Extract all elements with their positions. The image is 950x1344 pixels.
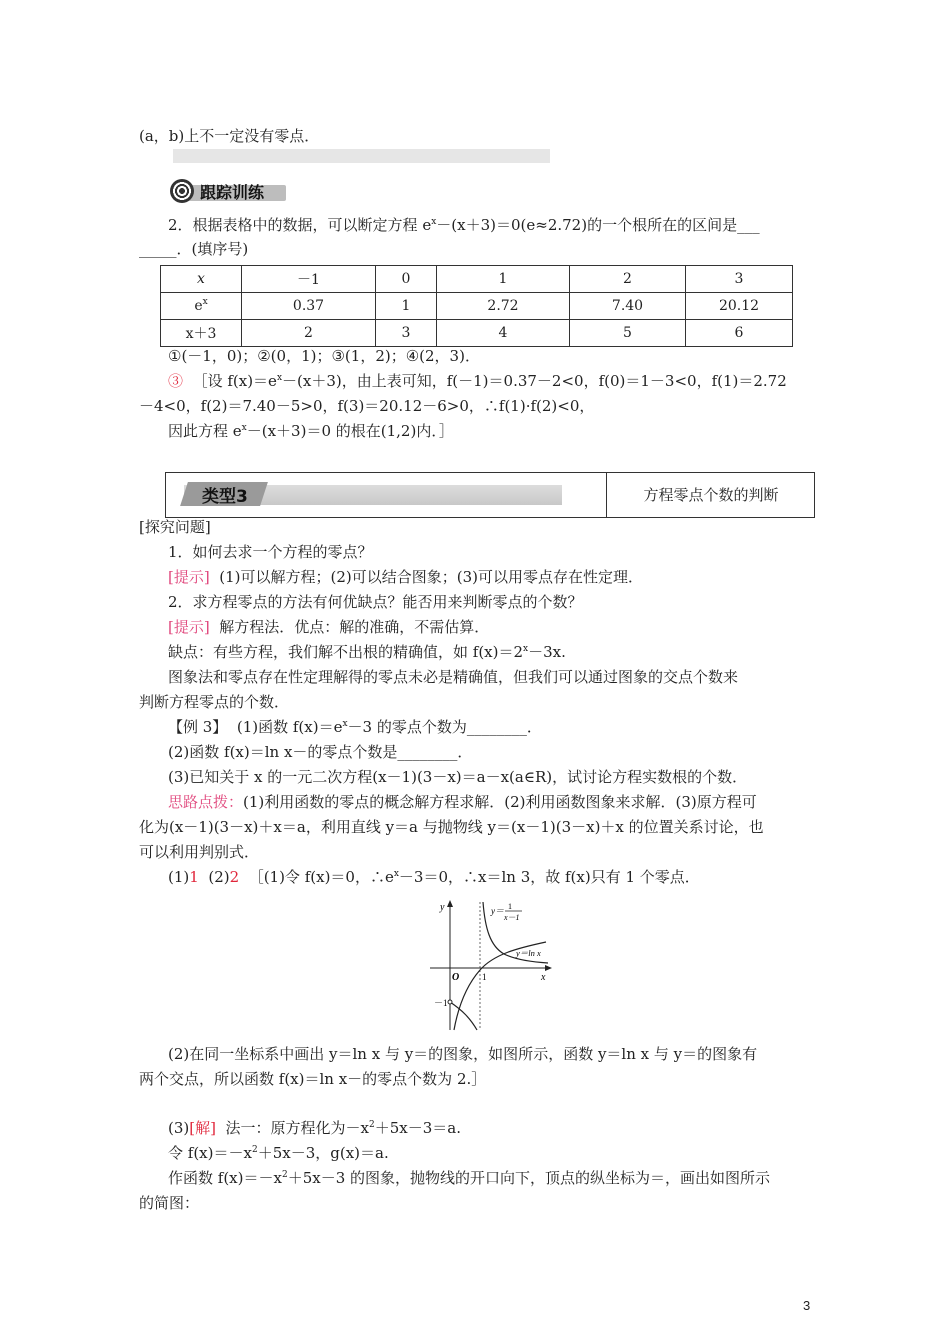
table-cell: 0 xyxy=(376,266,437,293)
text-line: (a，b)上不一定没有零点． xyxy=(139,127,320,145)
question-line: 2．根据表格中的数据，可以断定方程 $e^x-(x+3)=0(e\approx 2.72)$的一个根所在的区间是___ xyxy=(168,216,760,234)
hint-label: [提示] xyxy=(168,618,210,636)
table-row xyxy=(161,320,793,347)
table-cell: 1 xyxy=(376,293,437,320)
text-line: 判断方程零点的个数． xyxy=(139,693,290,711)
idea-line: 化为(x－1)(3－x)＋x＝a，利用直线 y＝a 与抛物线 y＝(x－1)(3－x)＋x 的位置关系讨论，也 xyxy=(139,818,764,836)
type-tag: 类型3 xyxy=(202,487,248,507)
curve1-label: y＝ xyxy=(491,906,504,916)
table-cell: 2 xyxy=(242,320,376,347)
type-header-box xyxy=(165,472,815,518)
method-line: 令 $f(x)=-x^2+5x-3$，g(x)＝a. xyxy=(168,1144,389,1162)
answer-line: ③ ［设 $f(x)=e^x-(x+3)$，由上表可知，f(－1)＝0.37－2<0，f(0)＝1－3<0，f(1)＝2.72 xyxy=(168,372,787,390)
answer-line: 因此方程 $e^x-(x+3)=0$ 的根在(1,2)内．］ xyxy=(168,422,454,440)
text-line: 1．如何去求一个方程的零点？ xyxy=(168,543,373,561)
method-line: 作函数 $f(x)=-x^2+5x-3$ 的图象，抛物线的开口向下，顶点的纵坐标为＝，画出如图所示 xyxy=(168,1169,771,1187)
table-cell: 3 xyxy=(376,320,437,347)
value-table xyxy=(160,265,793,347)
table-cell: 6 xyxy=(686,320,793,347)
text-line: 2．求方程零点的方法有何优缺点？能否用来判断零点的个数？ xyxy=(168,593,583,611)
example-line: (2)函数 f(x)＝ln x－的零点个数是________． xyxy=(168,743,473,761)
curve-reciprocal-left xyxy=(450,1002,477,1030)
target-icon xyxy=(170,179,194,203)
idea-line: 可以利用判别式． xyxy=(139,843,260,861)
curve1-numerator: 1 xyxy=(508,902,512,911)
solution-line: (1)1 (2)2 ［(1)令 f(x)＝0，$\therefore e^x-3=0$，∴x＝ln 3，故 f(x)只有 1 个零点． xyxy=(168,868,700,886)
table-cell: 3 xyxy=(686,266,793,293)
tick-neg-one-label: －1 xyxy=(434,998,448,1008)
table-cell: 1 xyxy=(437,266,570,293)
text-line: 图象法和零点存在性定理解得的零点未必是精确值，但我们可以通过图象的交点个数来 xyxy=(168,668,739,686)
table-cell: 4 xyxy=(437,320,570,347)
origin-label: O xyxy=(452,972,460,983)
method-line: (3)[解] 法一：原方程化为$-x^2+5x-3=a$. xyxy=(168,1119,461,1137)
curve1-denominator: x－1 xyxy=(504,913,520,922)
page-number: 3 xyxy=(803,1298,811,1313)
solution-line: (2)在同一坐标系中画出 y＝ln x 与 y＝的图象，如图所示，函数 y＝ln x 与 y＝的图象有 xyxy=(168,1045,758,1063)
table-row xyxy=(161,293,793,320)
example-line: 【例 3】 (1)函数 $f(x)=e^x-3$ 的零点个数为________． xyxy=(168,718,542,736)
separator-bar xyxy=(173,149,550,163)
type-title: 方程零点个数的判断 xyxy=(606,473,815,517)
table-cell: 2.72 xyxy=(437,293,570,320)
table-cell: 2 xyxy=(570,266,686,293)
hint-label: [提示] xyxy=(168,568,210,586)
text-line: [提示] (1)可以解方程；(2)可以结合图象；(3)可以用零点存在性定理． xyxy=(168,568,644,586)
curve2-label: y＝ln x xyxy=(516,948,541,958)
point-neg-one xyxy=(448,1000,452,1004)
idea-line: 思路点拨：(1)利用函数的零点的概念解方程求解．(2)利用函数图象来求解．(3)原方程可 xyxy=(168,793,757,811)
question-line: _____．(填序号) xyxy=(139,240,249,258)
table-cell: 0.37 xyxy=(242,293,376,320)
y-axis-arrow xyxy=(447,900,453,907)
table-cell: 20.12 xyxy=(686,293,793,320)
text-line: 缺点：有些方程，我们解不出根的精确值，如 $f(x)=2^x-3x$. xyxy=(168,643,566,661)
idea-label: 思路点拨： xyxy=(168,793,244,811)
method-line: 的简图： xyxy=(139,1194,200,1212)
options-line: ①(－1，0)；②(0，1)；③(1，2)；④(2，3)． xyxy=(168,347,480,365)
answer-mark: ③ xyxy=(168,372,184,390)
solve-label: [解] xyxy=(189,1119,216,1137)
table-cell: 7.40 xyxy=(570,293,686,320)
table-cell: $e^x$ xyxy=(161,293,242,320)
table-cell: x xyxy=(161,266,242,293)
table-cell: 5 xyxy=(570,320,686,347)
function-graph xyxy=(428,898,558,1033)
table-cell: －1 xyxy=(242,266,376,293)
tick-one-label: 1 xyxy=(482,972,487,982)
y-axis-label: y xyxy=(440,902,445,913)
section-header-track xyxy=(170,178,285,204)
x-axis-arrow xyxy=(545,965,552,971)
section-title: 跟踪训练 xyxy=(200,183,265,202)
solution-line: 两个交点，所以函数 f(x)＝ln x－的零点个数为 2.］ xyxy=(139,1070,487,1088)
example-line: (3)已知关于 x 的一元二次方程(x－1)(3－x)＝a－x(a∈R)，试讨论方程实数根的个数． xyxy=(168,768,748,786)
table-row xyxy=(161,266,793,293)
text-line: [提示] 解方程法．优点：解的准确，不需估算． xyxy=(168,618,490,636)
text-line: [探究问题] xyxy=(139,518,211,536)
x-axis-label: x xyxy=(541,972,546,983)
table-cell: x＋3 xyxy=(161,320,242,347)
answer-line: －4<0，f(2)＝7.40－5>0，f(3)＝20.12－6>0，∴f(1)·f(2)<0， xyxy=(139,397,595,415)
